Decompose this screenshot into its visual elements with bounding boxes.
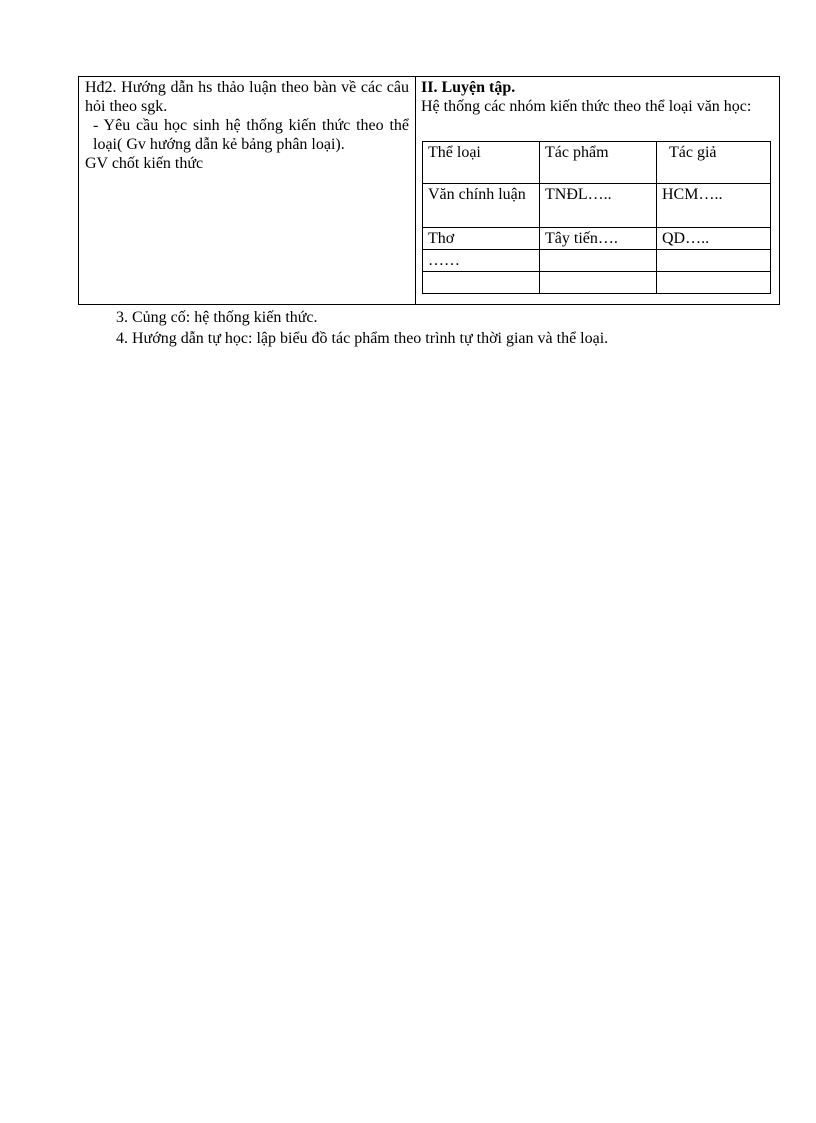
table-row xyxy=(423,228,771,250)
table-cell: Thơ xyxy=(423,228,540,250)
table-row xyxy=(423,184,771,228)
right-column xyxy=(421,78,773,116)
table-cell xyxy=(423,272,540,294)
table-cell xyxy=(657,272,771,294)
requirement-text: - Yêu cầu học sinh hệ thống kiến thức theo thể loại( Gv hướng dẫn kẻ bảng phân loại). xyxy=(93,117,409,153)
left-column xyxy=(85,78,409,173)
lesson-table xyxy=(78,76,780,305)
activity-text: Hđ2. Hướng dẫn hs thảo luận theo bàn về các câu hỏi theo sgk. xyxy=(85,79,409,115)
table-cell: Tây tiến…. xyxy=(540,228,657,250)
table-cell xyxy=(540,272,657,294)
table-header-cell: Tác giả xyxy=(657,142,771,184)
table-cell xyxy=(540,250,657,272)
section-intro: Hệ thống các nhóm kiến thức theo thể loại văn học: xyxy=(421,98,752,115)
column-divider xyxy=(415,77,416,304)
table-row xyxy=(423,272,771,294)
table-header-row xyxy=(423,142,771,184)
table-header-cell: Tác phẩm xyxy=(540,142,657,184)
table-cell: QD….. xyxy=(657,228,771,250)
lesson-footer xyxy=(116,307,608,349)
teacher-conclusion-text: GV chốt kiến thức xyxy=(85,155,204,172)
consolidation-item: 3. Củng cố: hệ thống kiến thức. xyxy=(116,309,318,326)
table-cell xyxy=(657,250,771,272)
self-study-item: 4. Hướng dẫn tự học: lập biểu đồ tác phẩm theo trình tự thời gian và thể loại. xyxy=(116,330,609,347)
table-cell: TNĐL….. xyxy=(540,184,657,228)
genre-table xyxy=(422,141,771,294)
table-cell: HCM….. xyxy=(657,184,771,228)
table-header-cell: Thể loại xyxy=(423,142,540,184)
table-cell: Văn chính luận xyxy=(423,184,540,228)
table-cell: …… xyxy=(423,250,540,272)
table-row xyxy=(423,250,771,272)
section-heading: II. Luyện tập. xyxy=(421,79,516,96)
